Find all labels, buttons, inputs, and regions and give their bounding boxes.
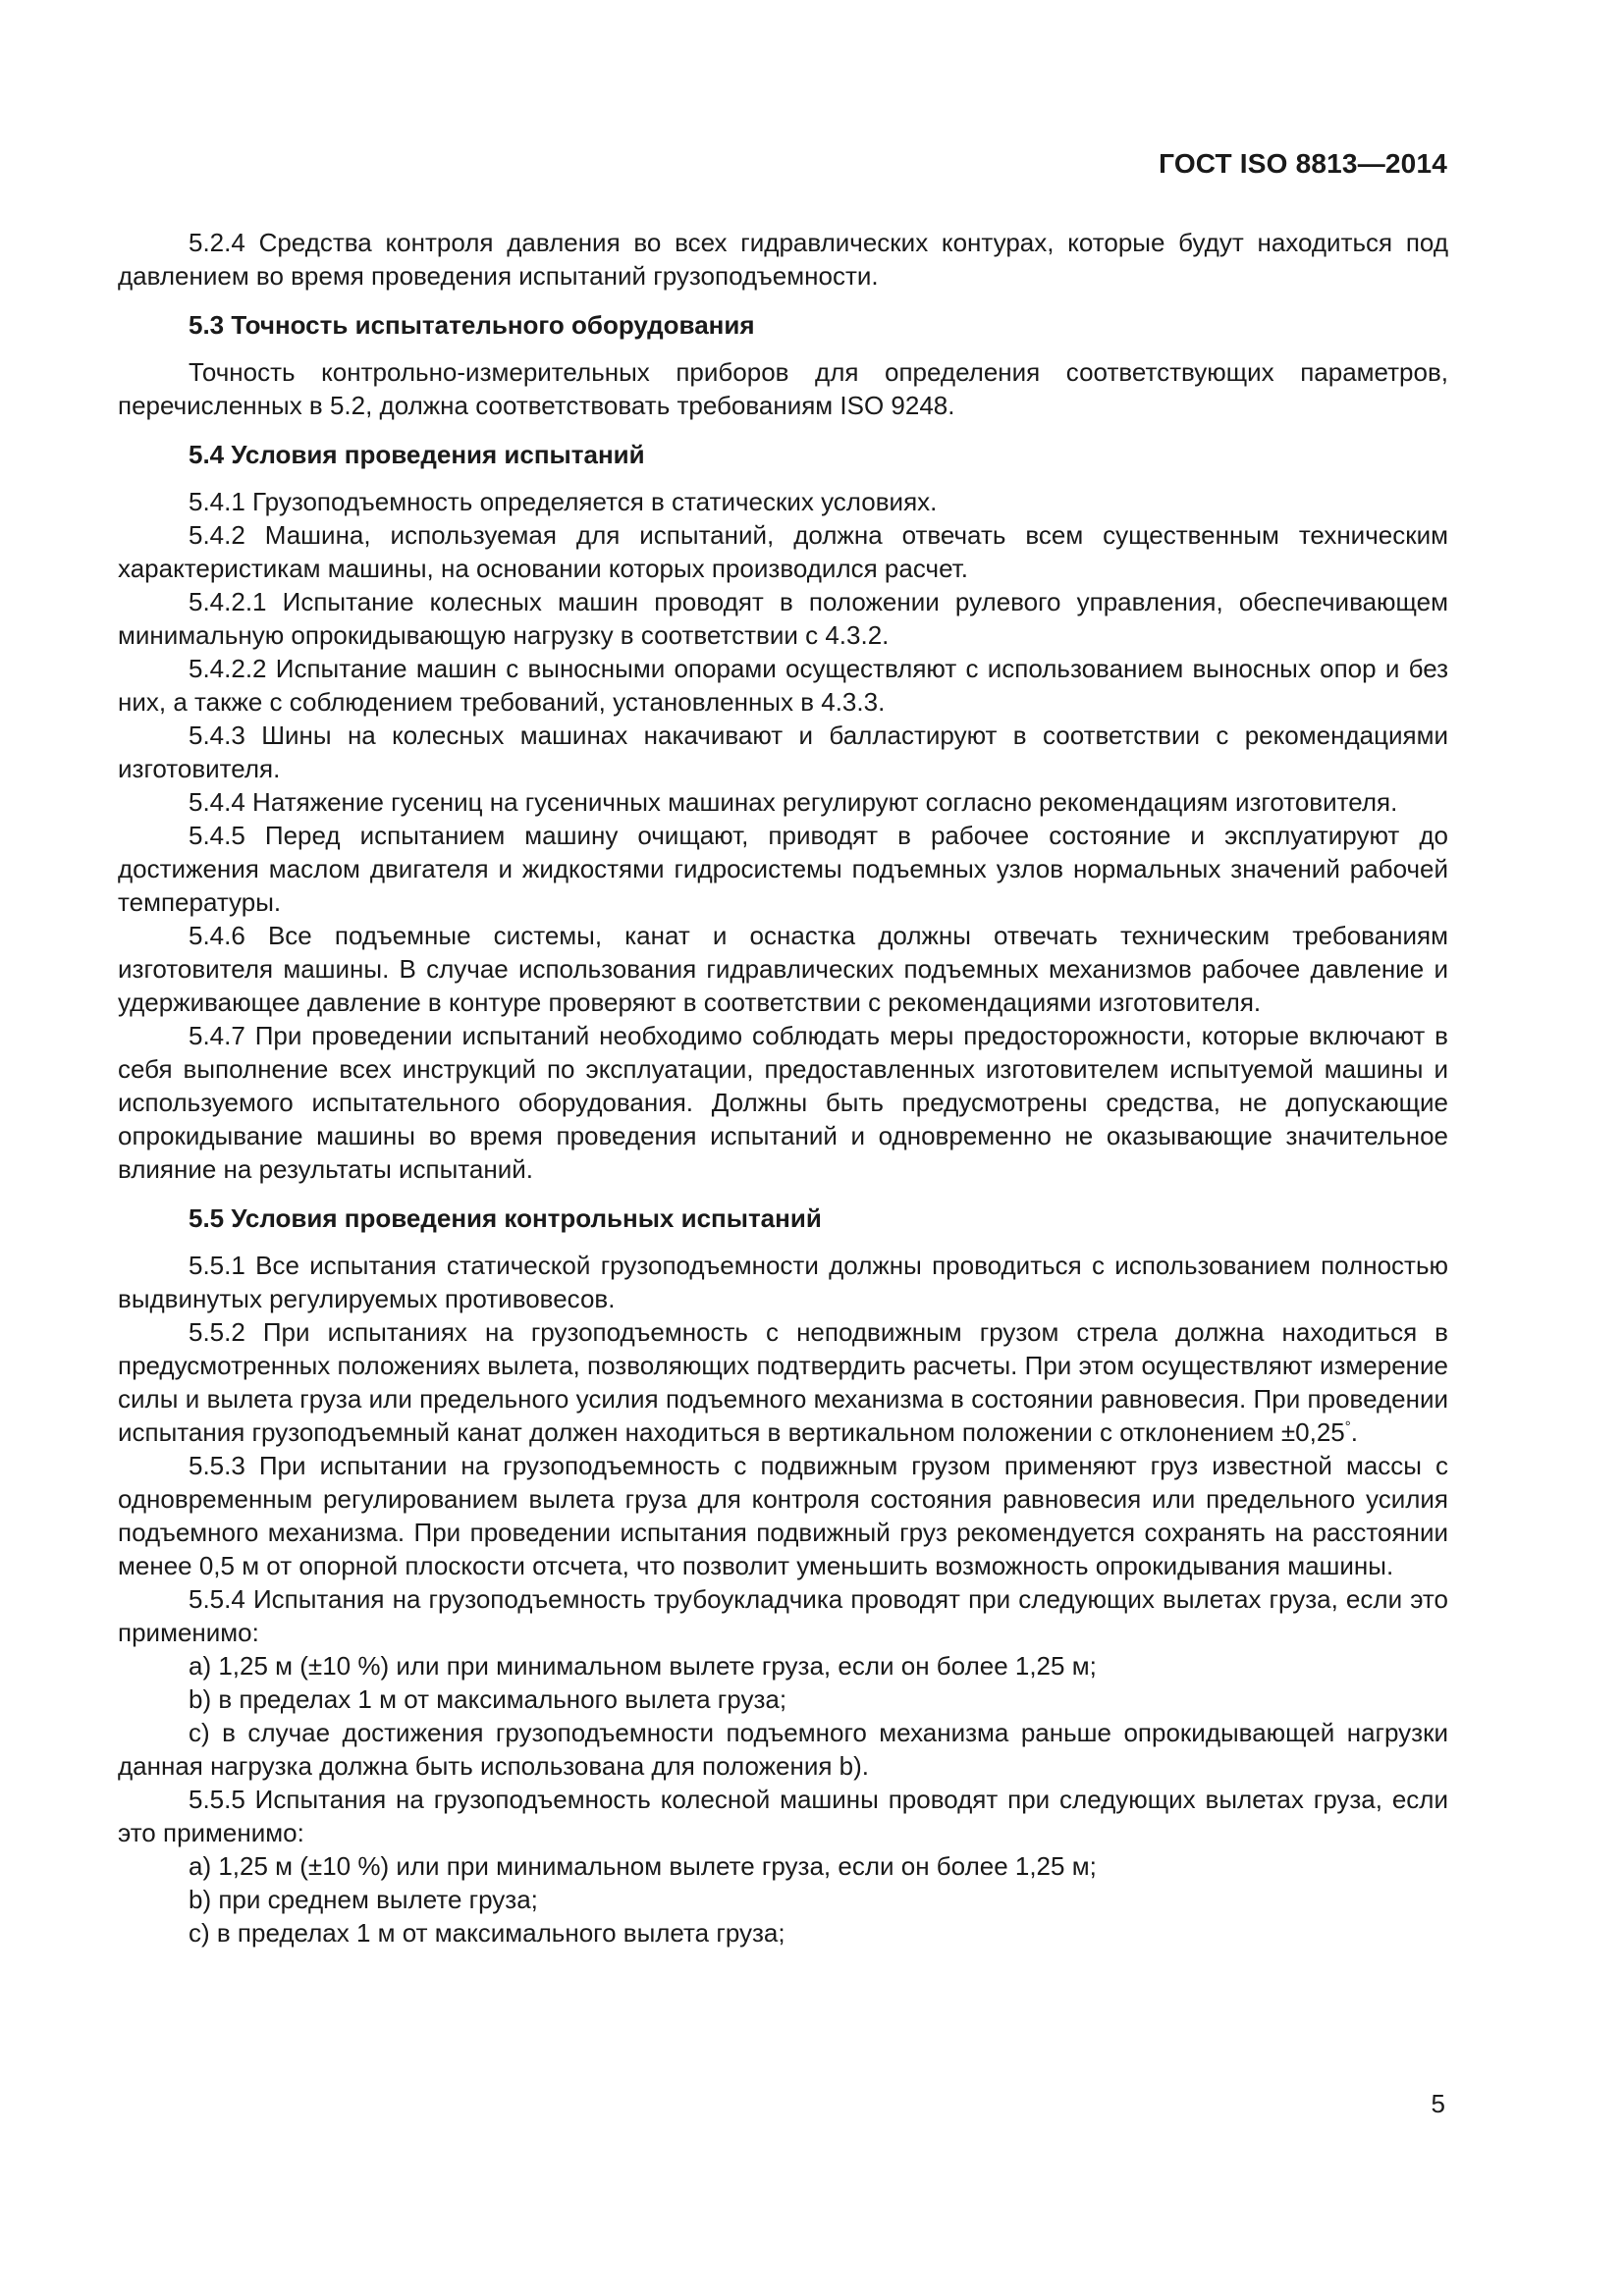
- paragraph-5-4-4: 5.4.4 Натяжение гусениц на гусеничных машинах регулируют согласно рекомендациям изготовителя.: [189, 787, 1398, 817]
- paragraph-5-4-2-1: 5.4.2.1 Испытание колесных машин проводят в положении рулевого управления, обеспечивающем минимальную опрокидывающую нагрузку в соответствии с 4.3.2.: [118, 587, 1448, 650]
- paragraph-5-5-4: 5.5.4 Испытания на грузоподъемность трубоукладчика проводят при следующих вылетах груза, если это применимо:: [118, 1584, 1448, 1647]
- paragraph-5-3: Точность контрольно-измерительных приборов для определения соответствующих параметров, перечисленных в 5.2, должна соответствовать требованиям ISO 9248.: [118, 357, 1448, 420]
- paragraph-5-5-5: 5.5.5 Испытания на грузоподъемность колесной машины проводят при следующих вылетах груза, если это применимо:: [118, 1785, 1448, 1847]
- list-item: a) 1,25 м (±10 %) или при минимальном вылете груза, если он более 1,25 м;: [189, 1851, 1097, 1881]
- document-header: ГОСТ ISO 8813—2014: [1159, 148, 1447, 179]
- paragraph-5-5-2-text: 5.5.2 При испытаниях на грузоподъемность с неподвижным грузом стрела должна находиться в предусмотренных положениях вылета, позволяющих подтвердить расчеты. При этом осуществляют измерение силы и вылета груза или предельного усилия подъемного механизма в состоянии равновесия. При проведении испытания грузоподъемный канат должен находиться в вертикальном положении с отклонением ±0,25: [118, 1317, 1448, 1447]
- degree-mark: °: [1344, 1418, 1351, 1435]
- heading-5-4: 5.4 Условия проведения испытаний: [189, 440, 645, 469]
- paragraph-5-4-1: 5.4.1 Грузоподъемность определяется в статических условиях.: [189, 487, 938, 516]
- page-number: 5: [1431, 2089, 1445, 2118]
- paragraph-5-5-2-end: .: [1350, 1417, 1358, 1447]
- paragraph-5-4-2: 5.4.2 Машина, используемая для испытаний, должна отвечать всем существенным техническим характеристикам машины, на основании которых производился расчет.: [118, 520, 1448, 583]
- paragraph-5-5-1: 5.5.1 Все испытания статической грузоподъемности должны проводиться с использованием полностью выдвинутых регулируемых противовесов.: [118, 1251, 1448, 1313]
- document-body: [118, 226, 1448, 1949]
- list-item: c) в случае достижения грузоподъемности подъемного механизма раньше опрокидывающей нагрузки данная нагрузка должна быть использована для положения b).: [118, 1718, 1448, 1781]
- paragraph-5-4-6: 5.4.6 Все подъемные системы, канат и оснастка должны отвечать техническим требованиям изготовителя машины. В случае использования гидравлических подъемных механизмов рабочее давление и удерживающее давление в контуре проверяют в соответствии с рекомендациями изготовителя.: [118, 921, 1448, 1017]
- paragraph-5-2-4: 5.2.4 Средства контроля давления во всех гидравлических контурах, которые будут находиться под давлением во время проведения испытаний грузоподъемности.: [118, 228, 1448, 291]
- list-item: a) 1,25 м (±10 %) или при минимальном вылете груза, если он более 1,25 м;: [189, 1651, 1097, 1681]
- paragraph-5-4-2-2: 5.4.2.2 Испытание машин с выносными опорами осуществляют с использованием выносных опор и без них, а также с соблюдением требований, установленных в 4.3.3.: [118, 654, 1448, 717]
- paragraph-5-5-2: [118, 1315, 1448, 1449]
- paragraph-5-4-3: 5.4.3 Шины на колесных машинах накачивают и балластируют в соответствии с рекомендациями изготовителя.: [118, 721, 1448, 783]
- heading-5-3: 5.3 Точность испытательного оборудования: [189, 310, 755, 340]
- paragraph-5-4-5: 5.4.5 Перед испытанием машину очищают, приводят в рабочее состояние и эксплуатируют до достижения маслом двигателя и жидкостями гидросистемы подъемных узлов нормальных значений рабочей температуры.: [118, 821, 1448, 917]
- list-item: c) в пределах 1 м от максимального вылета груза;: [189, 1918, 785, 1948]
- paragraph-5-4-7: 5.4.7 При проведении испытаний необходимо соблюдать меры предосторожности, которые включают в себя выполнение всех инструкций по эксплуатации, предоставленных изготовителем испытуемой машины и используемого испытательного оборудования. Должны быть предусмотрены средства, не допускающие опрокидывание машины во время проведения испытаний и одновременно не оказывающие значительное влияние на результаты испытаний.: [118, 1021, 1448, 1184]
- paragraph-5-5-3: 5.5.3 При испытании на грузоподъемность с подвижным грузом применяют груз известной массы с одновременным регулированием вылета груза для контроля состояния равновесия или предельного усилия подъемного механизма. При проведении испытания подвижный груз рекомендуется сохранять на расстоянии менее 0,5 м от опорной плоскости отсчета, что позволит уменьшить возможность опрокидывания машины.: [118, 1451, 1448, 1580]
- list-item: b) при среднем вылете груза;: [189, 1885, 538, 1914]
- heading-5-5: 5.5 Условия проведения контрольных испытаний: [189, 1203, 822, 1233]
- list-item: b) в пределах 1 м от максимального вылета груза;: [189, 1684, 787, 1714]
